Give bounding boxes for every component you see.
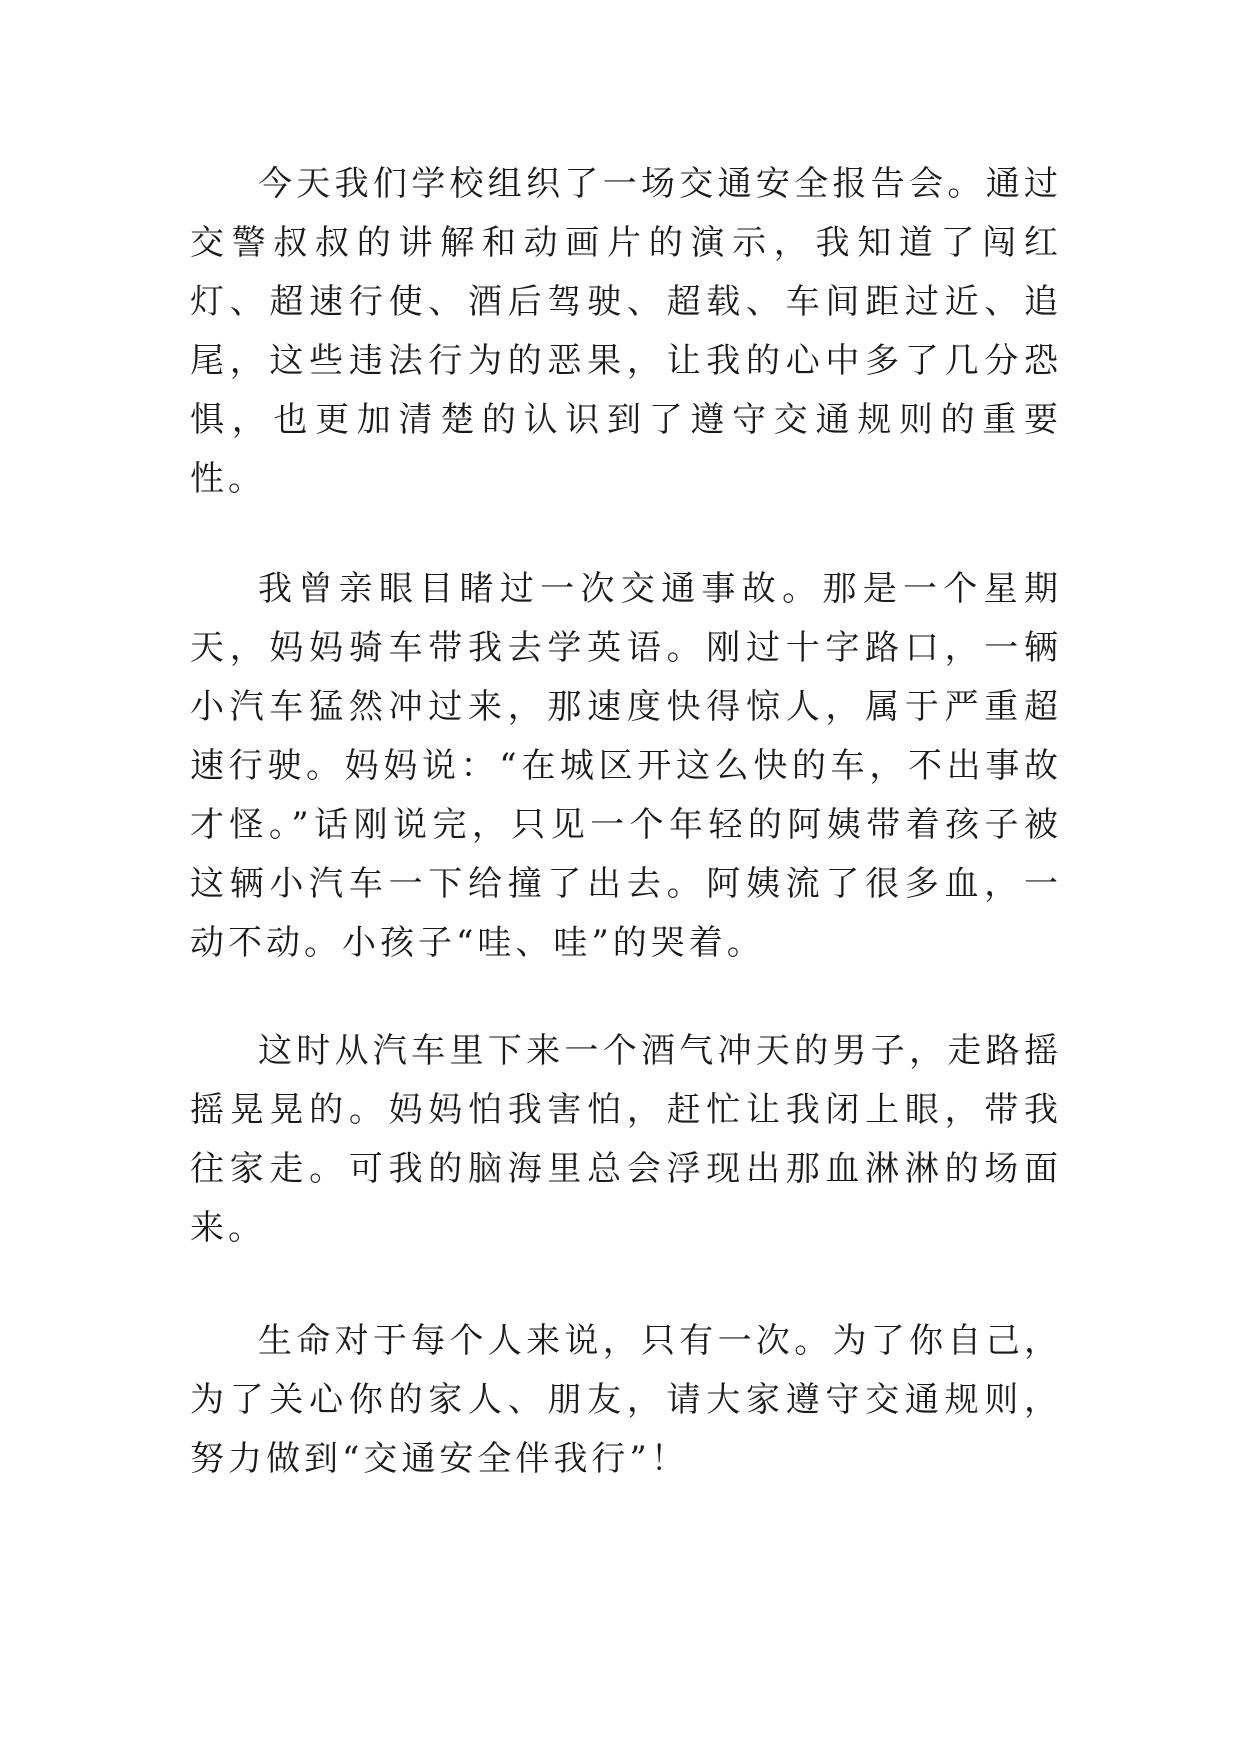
paragraph-accident-witness: 我曾亲眼目睹过一次交通事故。那是一个星期天，妈妈骑车带我去学英语。刚过十字路口，一辆小汽车猛然冲过来，那速度快得惊人，属于严重超速行驶。妈妈说：“在城区开这么快的车，不出事故才怪。”话刚说完，只见一个年轻的阿姨带着孩子被这辆小汽车一下给撞了出去。阿姨流了很多血，一动不动。小孩子“哇、哇”的哭着。	[190, 569, 1062, 963]
paragraph-report-meeting: 今天我们学校组织了一场交通安全报告会。通过交警叔叔的讲解和动画片的演示，我知道了闯红灯、超速行使、酒后驾驶、超载、车间距过近、追尾，这些违法行为的恶果，让我的心中多了几分恐惧，也更加清楚的认识到了遵守交通规则的重要性。	[190, 164, 1062, 499]
paragraph-conclusion: 生命对于每个人来说，只有一次。为了你自己，为了关心你的家人、朋友，请大家遵守交通规则，努力做到“交通安全伴我行”！	[190, 1321, 1062, 1479]
paragraph-drunk-driver: 这时从汽车里下来一个酒气冲天的男子，走路摇摇晃晃的。妈妈怕我害怕，赶忙让我闭上眼，带我往家走。可我的脑海里总会浮现出那血淋淋的场面来。	[190, 1031, 1062, 1248]
